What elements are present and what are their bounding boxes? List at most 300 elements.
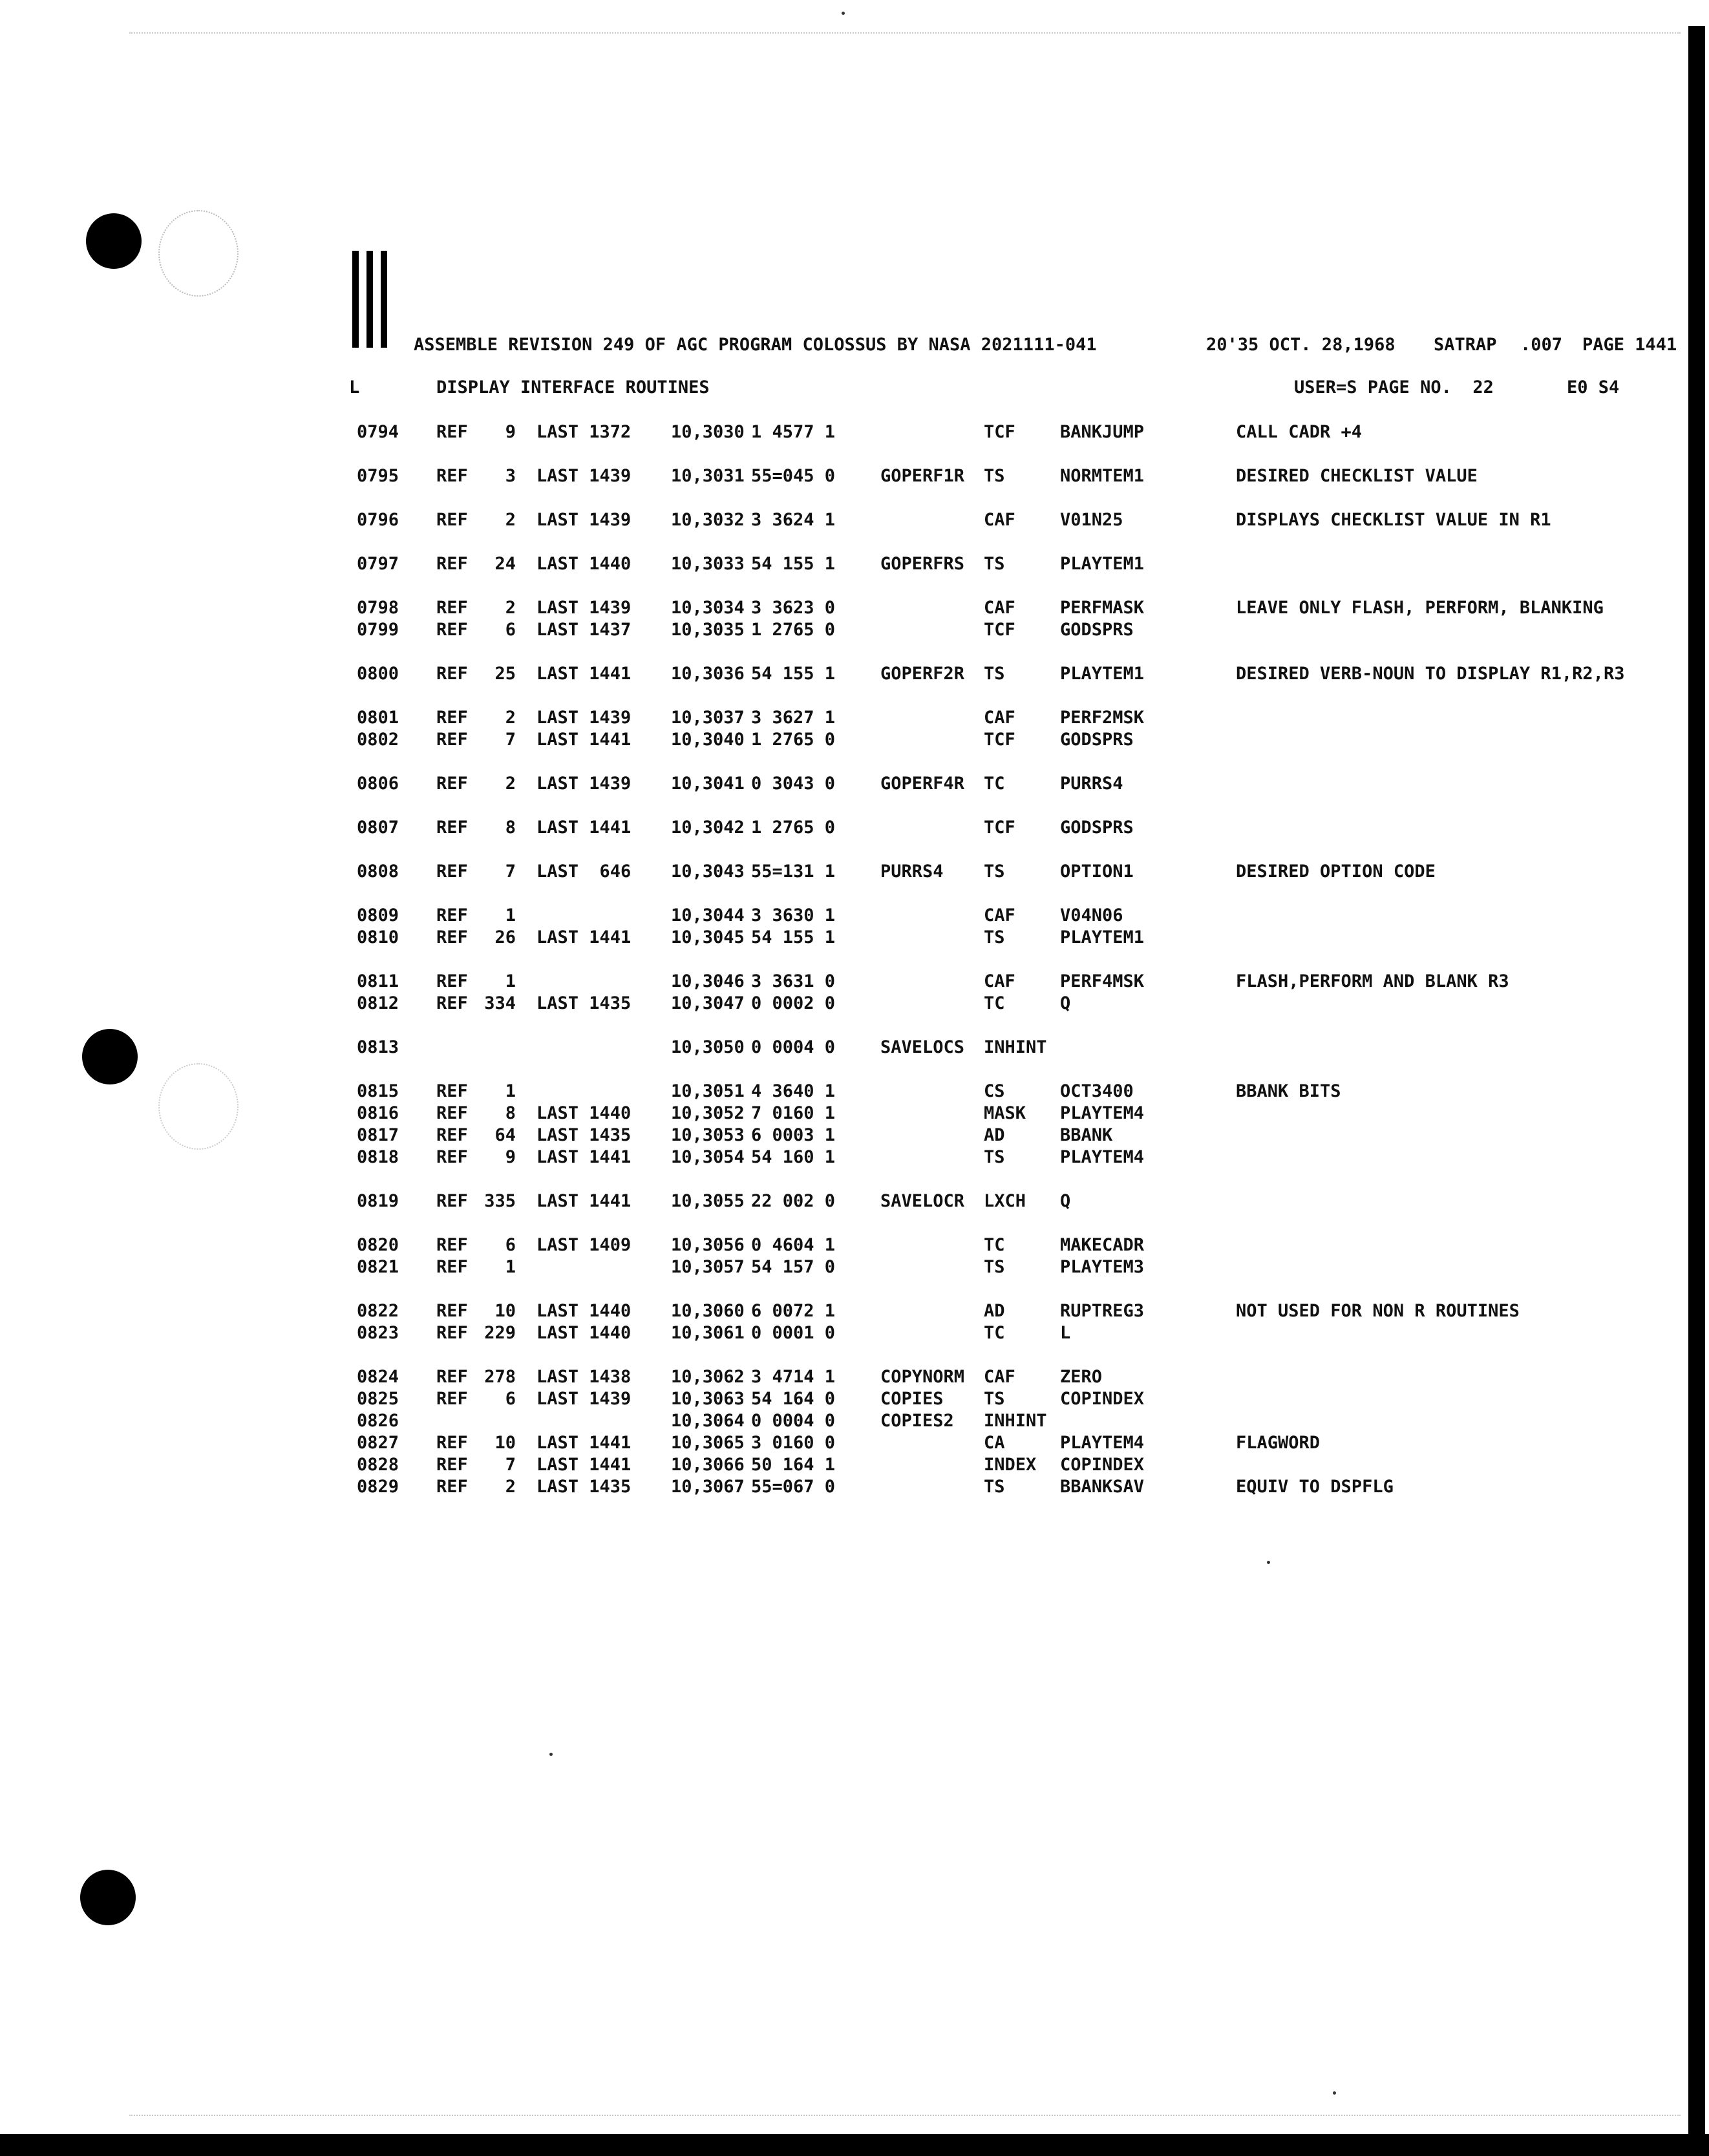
last-ref: LAST 1440 [536, 1323, 632, 1343]
octal-code: 54 157 0 [751, 1257, 836, 1277]
memory-location: 10,3057 [671, 1257, 745, 1277]
memory-location: 10,3036 [671, 664, 745, 684]
last-ref: LAST 1441 [536, 1147, 632, 1167]
memory-location: 10,3035 [671, 620, 745, 640]
octal-code: 0 4604 1 [751, 1235, 836, 1255]
ref-marker: REF [436, 422, 468, 442]
last-ref: LAST 1439 [536, 774, 632, 794]
memory-location: 10,3032 [671, 510, 745, 530]
memory-location: 10,3063 [671, 1389, 745, 1409]
octal-code: 54 164 0 [751, 1389, 836, 1409]
opcode: TC [984, 774, 1005, 794]
operand-address: PLAYTEM1 [1060, 664, 1145, 684]
opcode: LXCH [984, 1191, 1026, 1211]
last-ref: LAST 1439 [536, 708, 632, 728]
last-ref: LAST 1440 [536, 554, 632, 574]
line-number: 0807 [357, 818, 399, 838]
ref-marker: REF [436, 971, 468, 991]
memory-location: 10,3055 [671, 1191, 745, 1211]
comment: LEAVE ONLY FLASH, PERFORM, BLANKING [1236, 598, 1604, 618]
line-number: 0822 [357, 1301, 399, 1321]
opcode: TS [984, 664, 1005, 684]
line-number: 0815 [357, 1081, 399, 1101]
operand-address: PLAYTEM4 [1060, 1147, 1145, 1167]
ref-count: 1 [505, 971, 516, 991]
opcode: CAF [984, 1367, 1015, 1387]
last-ref: LAST 1441 [536, 1433, 632, 1453]
comment: DESIRED VERB-NOUN TO DISPLAY R1,R2,R3 [1236, 664, 1625, 684]
memory-location: 10,3037 [671, 708, 745, 728]
line-number: 0806 [357, 774, 399, 794]
ref-count: 2 [505, 598, 516, 618]
memory-location: 10,3052 [671, 1103, 745, 1123]
symbol-label: SAVELOCS [880, 1037, 965, 1057]
ref-count: 3 [505, 466, 516, 486]
operand-address: BBANKSAV [1060, 1477, 1145, 1497]
ref-count: 24 [494, 554, 516, 574]
opcode: TCF [984, 422, 1015, 442]
ref-count: 6 [505, 1389, 516, 1409]
last-ref: LAST 1439 [536, 466, 632, 486]
memory-location: 10,3045 [671, 927, 745, 947]
operand-address: V01N25 [1060, 510, 1123, 530]
opcode: AD [984, 1301, 1005, 1321]
line-number: 0821 [357, 1257, 399, 1277]
opcode: TS [984, 1477, 1005, 1497]
punch-hole-top [86, 213, 142, 269]
operand-address: NORMTEM1 [1060, 466, 1145, 486]
line-number: 0796 [357, 510, 399, 530]
ref-count: 334 [484, 993, 516, 1013]
memory-location: 10,3054 [671, 1147, 745, 1167]
ref-marker: REF [436, 554, 468, 574]
ref-marker: REF [436, 1147, 468, 1167]
listing-row [0, 905, 1709, 927]
listing-row [0, 707, 1709, 729]
opcode: TC [984, 993, 1005, 1013]
opcode: TCF [984, 818, 1015, 838]
octal-code: 3 3624 1 [751, 510, 836, 530]
octal-code: 1 2765 0 [751, 730, 836, 750]
opcode: INHINT [984, 1411, 1047, 1431]
ref-count: 7 [505, 861, 516, 882]
ref-count: 25 [494, 664, 516, 684]
operand-address: Q [1060, 993, 1071, 1013]
symbol-label: SAVELOCR [880, 1191, 965, 1211]
operand-address: BBANK [1060, 1125, 1113, 1145]
octal-code: 54 155 1 [751, 927, 836, 947]
comment: CALL CADR +4 [1236, 422, 1363, 442]
scan-edge-top [129, 32, 1681, 34]
symbol-label: GOPERFRS [880, 554, 965, 574]
last-ref: LAST 1438 [536, 1367, 632, 1387]
memory-location: 10,3043 [671, 861, 745, 882]
ref-marker: REF [436, 1191, 468, 1211]
scan-border-bottom [0, 2134, 1709, 2156]
ref-marker: REF [436, 1125, 468, 1145]
last-ref: LAST 646 [536, 861, 632, 882]
last-ref: LAST 1441 [536, 730, 632, 750]
memory-location: 10,3056 [671, 1235, 745, 1255]
ref-count: 9 [505, 1147, 516, 1167]
ref-count: 26 [494, 927, 516, 947]
octal-code: 0 0001 0 [751, 1323, 836, 1343]
scan-speck [549, 1753, 553, 1756]
ref-marker: REF [436, 730, 468, 750]
ref-count: 1 [505, 905, 516, 925]
listing-row [0, 1081, 1709, 1103]
octal-code: 3 3623 0 [751, 598, 836, 618]
listing-row [0, 465, 1709, 487]
octal-code: 3 3630 1 [751, 905, 836, 925]
operand-address: PURRS4 [1060, 774, 1123, 794]
scan-speck [842, 12, 845, 15]
ref-count: 6 [505, 1235, 516, 1255]
opcode: TS [984, 554, 1005, 574]
line-number: 0818 [357, 1147, 399, 1167]
octal-code: 0 0004 0 [751, 1411, 836, 1431]
last-ref: LAST 1441 [536, 818, 632, 838]
comment: BBANK BITS [1236, 1081, 1341, 1101]
opcode: TC [984, 1235, 1005, 1255]
listing-row [0, 663, 1709, 685]
ref-marker: REF [436, 1323, 468, 1343]
operand-address: COPINDEX [1060, 1389, 1145, 1409]
listing-row [0, 509, 1709, 531]
ref-marker: REF [436, 861, 468, 882]
listing-row [0, 1125, 1709, 1147]
ref-count: 10 [494, 1433, 516, 1453]
last-ref: LAST 1435 [536, 993, 632, 1013]
octal-code: 55=067 0 [751, 1477, 836, 1497]
memory-location: 10,3064 [671, 1411, 745, 1431]
line-number: 0812 [357, 993, 399, 1013]
octal-code: 3 0160 0 [751, 1433, 836, 1453]
ref-count: 2 [505, 1477, 516, 1497]
memory-location: 10,3060 [671, 1301, 745, 1321]
operand-address: PERFMASK [1060, 598, 1145, 618]
opcode: TS [984, 466, 1005, 486]
line-number: 0801 [357, 708, 399, 728]
octal-code: 55=131 1 [751, 861, 836, 882]
listing-user: SATRAP [1434, 335, 1497, 355]
listing-version: .007 [1520, 335, 1563, 355]
last-ref: LAST 1437 [536, 620, 632, 640]
opcode: CAF [984, 971, 1015, 991]
last-ref: LAST 1435 [536, 1477, 632, 1497]
ref-count: 7 [505, 730, 516, 750]
opcode: TC [984, 1323, 1005, 1343]
ref-marker: REF [436, 927, 468, 947]
listing-row [0, 1103, 1709, 1125]
operand-address: PLAYTEM1 [1060, 554, 1145, 574]
ref-marker: REF [436, 905, 468, 925]
ref-marker: REF [436, 1433, 468, 1453]
ref-marker: REF [436, 774, 468, 794]
listing-timestamp: 20'35 OCT. 28,1968 [1206, 335, 1396, 355]
scan-edge-bottom [129, 2115, 1681, 2116]
octal-code: 6 0003 1 [751, 1125, 836, 1145]
operand-address: OPTION1 [1060, 861, 1134, 882]
memory-location: 10,3051 [671, 1081, 745, 1101]
ref-marker: REF [436, 620, 468, 640]
memory-location: 10,3044 [671, 905, 745, 925]
ref-count: 1 [505, 1081, 516, 1101]
octal-code: 7 0160 1 [751, 1103, 836, 1123]
line-number: 0824 [357, 1367, 399, 1387]
last-ref: LAST 1439 [536, 598, 632, 618]
operand-address: BANKJUMP [1060, 422, 1145, 442]
ref-count: 8 [505, 1103, 516, 1123]
comment: FLASH,PERFORM AND BLANK R3 [1236, 971, 1509, 991]
symbol-label: PURRS4 [880, 861, 944, 882]
ref-marker: REF [436, 993, 468, 1013]
listing-row [0, 553, 1709, 575]
listing-mark: L [349, 377, 360, 397]
memory-location: 10,3031 [671, 466, 745, 486]
opcode: MASK [984, 1103, 1026, 1123]
ref-marker: REF [436, 1257, 468, 1277]
listing-row [0, 1322, 1709, 1344]
octal-code: 1 4577 1 [751, 422, 836, 442]
ref-marker: REF [436, 466, 468, 486]
ref-marker: REF [436, 1455, 468, 1475]
comment: DISPLAYS CHECKLIST VALUE IN R1 [1236, 510, 1551, 530]
octal-code: 0 3043 0 [751, 774, 836, 794]
listing-title: ASSEMBLE REVISION 249 OF AGC PROGRAM COLOSSUS BY NASA 2021111-041 [414, 335, 1097, 355]
listing-code: E0 S4 [1567, 377, 1620, 397]
ref-count: 7 [505, 1455, 516, 1475]
ref-marker: REF [436, 1389, 468, 1409]
ref-marker: REF [436, 1367, 468, 1387]
line-number: 0829 [357, 1477, 399, 1497]
octal-code: 1 2765 0 [751, 818, 836, 838]
opcode: CS [984, 1081, 1005, 1101]
operand-address: PLAYTEM1 [1060, 927, 1145, 947]
memory-location: 10,3061 [671, 1323, 745, 1343]
listing-row [0, 773, 1709, 795]
last-ref: LAST 1440 [536, 1301, 632, 1321]
comment: DESIRED CHECKLIST VALUE [1236, 466, 1478, 486]
ref-count: 64 [494, 1125, 516, 1145]
ref-marker: REF [436, 1235, 468, 1255]
last-ref: LAST 1441 [536, 927, 632, 947]
memory-location: 10,3046 [671, 971, 745, 991]
opcode: TS [984, 927, 1005, 947]
operand-address: COPINDEX [1060, 1455, 1145, 1475]
line-number: 0825 [357, 1389, 399, 1409]
memory-location: 10,3042 [671, 818, 745, 838]
line-number: 0816 [357, 1103, 399, 1123]
operand-address: Q [1060, 1191, 1071, 1211]
opcode: TCF [984, 730, 1015, 750]
operand-address: GODSPRS [1060, 818, 1134, 838]
last-ref: LAST 1441 [536, 1455, 632, 1475]
ref-marker: REF [436, 1081, 468, 1101]
last-ref: LAST 1440 [536, 1103, 632, 1123]
memory-location: 10,3033 [671, 554, 745, 574]
last-ref: LAST 1439 [536, 510, 632, 530]
comment: DESIRED OPTION CODE [1236, 861, 1436, 882]
ref-count: 1 [505, 1257, 516, 1277]
ref-marker: REF [436, 1301, 468, 1321]
operand-address: OCT3400 [1060, 1081, 1134, 1101]
ref-marker: REF [436, 664, 468, 684]
opcode: CAF [984, 598, 1015, 618]
section-title: DISPLAY INTERFACE ROUTINES [436, 377, 710, 397]
line-number: 0811 [357, 971, 399, 991]
octal-code: 6 0072 1 [751, 1301, 836, 1321]
symbol-label: GOPERF1R [880, 466, 965, 486]
octal-code: 50 164 1 [751, 1455, 836, 1475]
line-number: 0799 [357, 620, 399, 640]
user-page-number: USER=S PAGE NO. 22 [1294, 377, 1494, 397]
operand-address: V04N06 [1060, 905, 1123, 925]
operand-address: MAKECADR [1060, 1235, 1145, 1255]
line-number: 0800 [357, 664, 399, 684]
listing-row [0, 927, 1709, 949]
ref-count: 8 [505, 818, 516, 838]
octal-code: 54 155 1 [751, 554, 836, 574]
memory-location: 10,3053 [671, 1125, 745, 1145]
ref-count: 2 [505, 774, 516, 794]
octal-code: 54 155 1 [751, 664, 836, 684]
octal-code: 3 4714 1 [751, 1367, 836, 1387]
comment: NOT USED FOR NON R ROUTINES [1236, 1301, 1520, 1321]
symbol-label: COPIES2 [880, 1411, 954, 1431]
line-number: 0827 [357, 1433, 399, 1453]
opcode: INHINT [984, 1037, 1047, 1057]
listing-row [0, 1410, 1709, 1432]
opcode: CA [984, 1433, 1005, 1453]
operand-address: PERF2MSK [1060, 708, 1145, 728]
operand-address: L [1060, 1323, 1071, 1343]
punch-hole-shadow-top [158, 210, 239, 297]
listing-row [0, 1388, 1709, 1410]
symbol-label: GOPERF2R [880, 664, 965, 684]
listing-row [0, 861, 1709, 883]
octal-code: 55=045 0 [751, 466, 836, 486]
memory-location: 10,3066 [671, 1455, 745, 1475]
listing-row [0, 1256, 1709, 1278]
last-ref: LAST 1441 [536, 664, 632, 684]
line-number: 0813 [357, 1037, 399, 1057]
operand-address: PLAYTEM4 [1060, 1433, 1145, 1453]
octal-code: 0 0004 0 [751, 1037, 836, 1057]
line-number: 0817 [357, 1125, 399, 1145]
ref-count: 6 [505, 620, 516, 640]
octal-code: 0 0002 0 [751, 993, 836, 1013]
opcode: TS [984, 861, 1005, 882]
ref-count: 229 [484, 1323, 516, 1343]
ref-count: 2 [505, 510, 516, 530]
operand-address: PERF4MSK [1060, 971, 1145, 991]
symbol-label: COPYNORM [880, 1367, 965, 1387]
listing-row [0, 1454, 1709, 1476]
comment: EQUIV TO DSPFLG [1236, 1477, 1394, 1497]
line-number: 0802 [357, 730, 399, 750]
last-ref: LAST 1439 [536, 1389, 632, 1409]
ref-count: 278 [484, 1367, 516, 1387]
octal-code: 1 2765 0 [751, 620, 836, 640]
opcode: TS [984, 1257, 1005, 1277]
memory-location: 10,3065 [671, 1433, 745, 1453]
line-number: 0819 [357, 1191, 399, 1211]
ref-marker: REF [436, 1103, 468, 1123]
listing-row [0, 1190, 1709, 1212]
octal-code: 3 3631 0 [751, 971, 836, 991]
listing-row [0, 971, 1709, 993]
listing-row [0, 817, 1709, 839]
ref-count: 9 [505, 422, 516, 442]
listing-row [0, 1432, 1709, 1454]
line-number: 0794 [357, 422, 399, 442]
ref-marker: REF [436, 598, 468, 618]
ref-marker: REF [436, 818, 468, 838]
last-ref: LAST 1409 [536, 1235, 632, 1255]
octal-code: 54 160 1 [751, 1147, 836, 1167]
line-number: 0808 [357, 861, 399, 882]
octal-code: 3 3627 1 [751, 708, 836, 728]
operand-address: PLAYTEM4 [1060, 1103, 1145, 1123]
line-number: 0809 [357, 905, 399, 925]
scan-speck [1267, 1561, 1270, 1564]
memory-location: 10,3034 [671, 598, 745, 618]
octal-code: 22 002 0 [751, 1191, 836, 1211]
opcode: CAF [984, 905, 1015, 925]
opcode: CAF [984, 708, 1015, 728]
listing-row [0, 421, 1709, 443]
line-number: 0797 [357, 554, 399, 574]
operand-address: PLAYTEM3 [1060, 1257, 1145, 1277]
ref-count: 2 [505, 708, 516, 728]
ref-marker: REF [436, 510, 468, 530]
opcode: TS [984, 1389, 1005, 1409]
last-ref: LAST 1372 [536, 422, 632, 442]
listing-row [0, 729, 1709, 751]
memory-location: 10,3041 [671, 774, 745, 794]
listing-row [0, 1037, 1709, 1059]
memory-location: 10,3062 [671, 1367, 745, 1387]
octal-code: 4 3640 1 [751, 1081, 836, 1101]
listing-row [0, 1366, 1709, 1388]
listing-page-number: PAGE 1441 [1582, 335, 1677, 355]
operand-address: ZERO [1060, 1367, 1103, 1387]
ref-count: 335 [484, 1191, 516, 1211]
listing-row [0, 619, 1709, 641]
memory-location: 10,3050 [671, 1037, 745, 1057]
line-number: 0823 [357, 1323, 399, 1343]
ref-count: 10 [494, 1301, 516, 1321]
operand-address: RUPTREG3 [1060, 1301, 1145, 1321]
memory-location: 10,3047 [671, 993, 745, 1013]
symbol-label: GOPERF4R [880, 774, 965, 794]
line-number: 0795 [357, 466, 399, 486]
line-number: 0828 [357, 1455, 399, 1475]
memory-location: 10,3030 [671, 422, 745, 442]
listing-row [0, 1234, 1709, 1256]
listing-row [0, 597, 1709, 619]
line-number: 0820 [357, 1235, 399, 1255]
memory-location: 10,3040 [671, 730, 745, 750]
opcode: TS [984, 1147, 1005, 1167]
listing-row [0, 1300, 1709, 1322]
line-number: 0810 [357, 927, 399, 947]
symbol-label: COPIES [880, 1389, 944, 1409]
line-number: 0826 [357, 1411, 399, 1431]
operand-address: GODSPRS [1060, 730, 1134, 750]
ref-marker: REF [436, 1477, 468, 1497]
